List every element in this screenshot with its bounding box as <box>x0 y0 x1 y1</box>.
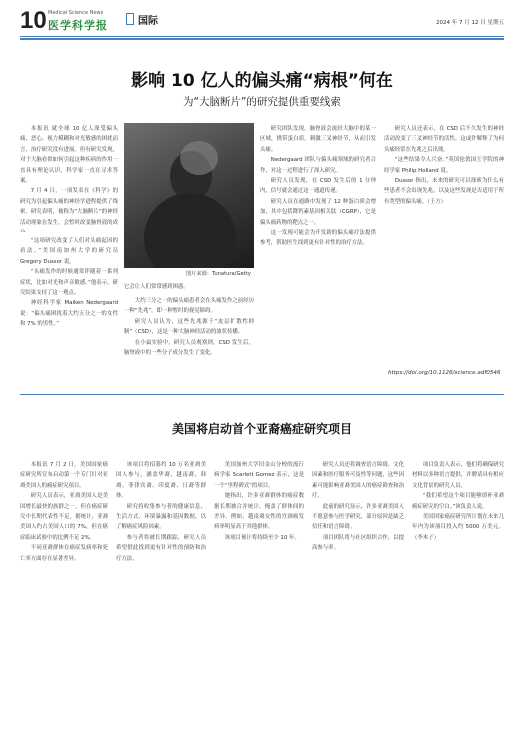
article1-column-2 <box>20 236 118 386</box>
article1-column-1 <box>20 124 118 232</box>
paragraph: “头痛发作的时候通常伴随着一系列症状，比如对光和声音敏感。”他表示，研究结果支持了这一观点。 <box>20 269 118 297</box>
paragraph: 本报讯 7 月 2 日，美国国家癌症研究所宣布启动第一个专门针对亚裔美国人的癌症研究项目。 <box>20 462 108 489</box>
article1-column-6 <box>384 124 504 366</box>
paragraph: 不同亚裔群体在癌症发病率和死亡率方面存在显著差异。 <box>20 545 108 562</box>
paragraph: 参与者将被长期跟踪，研究人员希望借此找到更有针对性的预防和治疗方法。 <box>116 534 206 562</box>
paragraph: Dussor 指出，未来的研究可以探索为什么有些患者不会出现先兆，以及这些发现是否适用于所有类型的偏头痛。（王方） <box>384 178 504 205</box>
photo-hands <box>180 141 218 175</box>
paragraph: 项目负责人表示，他们将确保研究材料以多种语言提供，并聘请具有相应文化背景的研究人员。 <box>412 462 504 489</box>
paragraph: 她指出，许多亚裔群体的癌症数据长期被合并统计，掩盖了群体间的差异。例如，越南裔女性的宫颈癌发病率明显高于其他群体。 <box>214 493 304 531</box>
paragraph: 大约三分之一的偏头痛患者会在头痛发作之前经历一种“先兆”，即一种暂时的视觉障碍。 <box>124 298 254 315</box>
header-divider-thick <box>20 38 504 40</box>
paragraph: “这项研究改变了人们对头痛起因的看法。”美国南加州大学的研究员 Gregory Dussor 说。 <box>20 238 118 265</box>
paragraph: 项目团队将与社区组织合作，以提高参与率。 <box>312 534 404 552</box>
section-marker-icon <box>126 13 134 25</box>
paragraph: 美国国家癌症研究所计划在未来几年内为该项目投入约 5000 万美元。（李木子） <box>412 514 504 541</box>
article1-column-4 <box>260 124 376 386</box>
newspaper-logo <box>48 10 120 32</box>
article2-column-2 <box>116 460 206 722</box>
article2-headline: 美国将启动首个亚裔癌症研究项目 <box>171 422 352 436</box>
article1-column-3 <box>124 296 254 388</box>
related-link[interactable]: https://doi.org/10.1126/science.adf0546 <box>388 370 501 376</box>
paragraph: 该项目将招募约 10 万名亚裔美国人参与，涵盖华裔、越南裔、韩裔、菲律宾裔、印度裔、日裔等群体。 <box>116 462 206 500</box>
paragraph: 研究将收集参与者的健康信息、生活方式、环境暴露和基因数据，以了解癌症风险因素。 <box>116 503 206 531</box>
paragraph: 研究人员发现，在 CSD 发生后的 1 分钟内，信号就会通过这一通道传递。 <box>260 178 376 195</box>
paragraph: 研究人员还表示，在 CSD 后不久发生的神经活动改变了三叉神经节的活性，这或许解释了为何头痛经常在先兆之后出现。 <box>384 126 504 153</box>
paragraph: 该项目预计将持续至少 10 年。 <box>224 534 300 541</box>
paragraph: 神经科学家 Maiken Nedergaard 说：“偏头痛困扰着大约五分之一的女性和 7% 的男性。” <box>20 300 118 328</box>
paragraph: 研究人员在通路中发现了 12 种蛋白质会增加，其中包括降钙素基因相关肽（CGRP），它是偏头痛药物的靶点之一。 <box>260 198 376 226</box>
article2-column-3 <box>214 460 304 722</box>
logo-english: Medical Science News <box>48 10 104 16</box>
article2-column-4 <box>312 460 404 722</box>
header-divider <box>20 36 504 37</box>
page-number: 10 <box>20 7 47 34</box>
article1-headline: 影响 10 亿人的偏头痛“病根”何在 <box>131 71 393 91</box>
paragraph: 研究人员还将调查语言障碍、文化因素和医疗服务可及性等问题，这些因素可能影响亚裔美国人的癌症筛查和治疗。 <box>312 462 404 500</box>
article-divider <box>20 394 504 395</box>
article2-column-5 <box>412 460 504 722</box>
article-photo <box>124 123 254 268</box>
paragraph: 7 月 4 日，一项发表在《科学》的研究为引起偏头痛的神经学进程提供了线索。研究表明，被称为“大脑断片”的神经活动现象在发生，会暂时改变脑脊液的成 <box>20 188 118 226</box>
photo-caption: 它会让人们常常感到困惑。 <box>124 284 189 290</box>
paragraph: “这些结果令人兴奋。”英国伦敦国王学院的神经学家 Philip Holland 说。 <box>384 157 504 174</box>
paragraph: 在小鼠实验中，研究人员观察到，CSD 发生后，脑脊液中的一些分子成分发生了变化。 <box>124 339 254 357</box>
article2-column-1 <box>20 460 108 722</box>
photo-credit: 图片来源：Tunatura/Getty <box>186 271 251 277</box>
section-label: 国际 <box>138 16 158 27</box>
article1-subhead: 为“大脑断片”的研究提供重要线索 <box>183 96 341 108</box>
paragraph: 此前的研究显示，许多亚裔美国人不愿意参与医学研究，部分原因是缺乏信任和语言障碍。 <box>312 503 404 531</box>
paragraph: 研究团队发现，脑脊液会流经大脑中的某一区域，携带蛋白质，刺激三叉神经节，从而引发头痛。 <box>260 126 376 153</box>
page-header <box>20 8 504 34</box>
logo-chinese: 医学科学报 <box>48 19 108 32</box>
paragraph: 美国加州大学旧金山分校的流行病学家 Scarlett Gomez 表示，这是一个“里程碑式”的项目。 <box>214 462 304 489</box>
paragraph: Nedergaard 团队与偏头痛领域的研究者合作，对这一过程进行了深入研究。 <box>260 157 376 174</box>
paragraph: 研究人员认为，这些先兆源于“皮层扩散性抑制”（CSD），这是一种大脑神经活动的波状传播。 <box>124 318 254 336</box>
paragraph: “我们希望这个项目能够填补亚裔癌症研究的空白。”该负责人说。 <box>412 493 504 510</box>
paragraph: 本报讯 就全球 10 亿人深受偏头痛、恶心、视力模糊和对光敏感的困扰而言，治疗研究没有进展。但有研究发现，对于大脑看似如何引起这种疾病的作用一直具有理论认识，科学家一直在寻求答案。 <box>20 126 118 185</box>
issue-date: 2024 年 7 月 12 日 星期五 <box>436 20 504 26</box>
paragraph: 研究人员表示，亚裔美国人是美国增长最快的族群之一，但在癌症研究中长期代表性不足。据统计，亚裔美国人约占美国人口的 7%，但在癌症临床试验中的比例不足 2%。 <box>20 493 108 541</box>
paragraph: 这一发现可能会为开发新的偏头痛疗法提供参考，帮助医生找到更有针对性的治疗方法。 <box>260 230 376 247</box>
photo-figure-body <box>144 193 236 268</box>
